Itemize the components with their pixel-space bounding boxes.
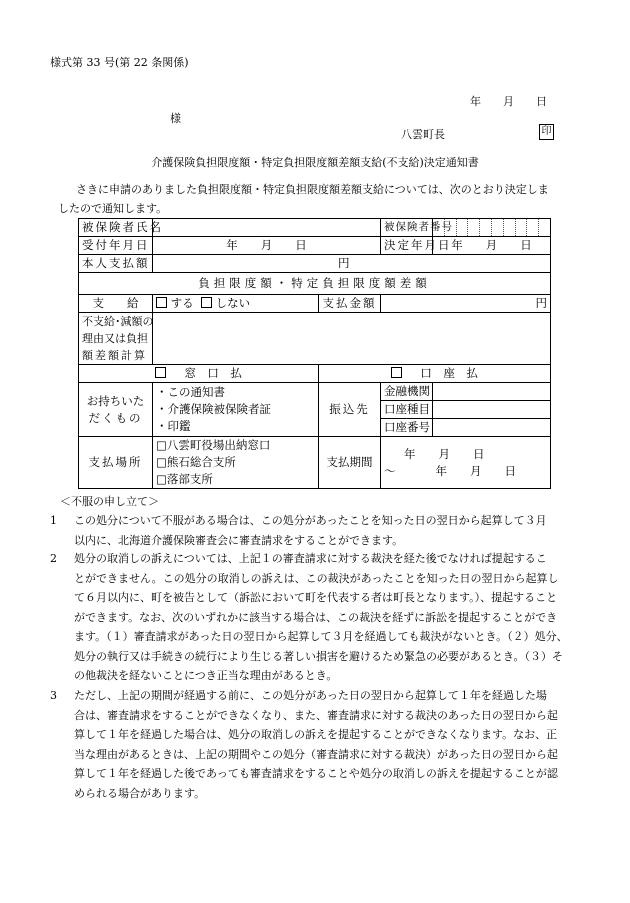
section-header: 負担限度額・特定負担限度額差額 (79, 273, 551, 295)
bank-payment-option[interactable]: 口 座 払 (319, 365, 551, 383)
received-date-label: 受付年月日 (79, 237, 153, 255)
place-option[interactable]: □八雲町役場出納窓口 (156, 438, 271, 452)
option-yes-label: する (170, 296, 194, 310)
account-type-label: 口座種目 (381, 401, 433, 419)
appeal-heading: ＜不服の申し立て＞ (60, 495, 159, 508)
issuer-name: 八雲町長 (401, 128, 445, 141)
insured-number-field[interactable] (433, 219, 551, 237)
account-number-input[interactable] (433, 419, 551, 437)
account-type-input[interactable] (433, 401, 551, 419)
reason-field[interactable] (153, 313, 551, 365)
payment-label: 支 給 (79, 295, 153, 313)
received-date-value[interactable]: 年 月 日 (153, 237, 381, 255)
intro-line-2: したので通知します。 (58, 202, 168, 215)
account-number-label: 口座番号 (381, 419, 433, 437)
intro-line-1: さきに申請のありました負担限度額・特定負担限度額差額支給については、次のとおり決定しま (76, 183, 549, 196)
window-payment-option[interactable]: 窓 口 払 (79, 365, 319, 383)
pay-amount-label: 支払金額 (319, 295, 381, 313)
pay-amount-unit[interactable]: 円 (381, 295, 551, 313)
amount-unit[interactable]: 円 (153, 255, 551, 273)
checkbox-window[interactable] (155, 367, 166, 378)
place-label: 支払場所 (79, 437, 153, 489)
appeal-item: 1 この処分について不服がある場合は、この処分があったことを知った日の翌日から起算して３月 以内に、北海道介護保険審査会に審査請求をすることができます。 (50, 514, 547, 547)
place-option[interactable]: □熊石総合支所 (156, 455, 236, 469)
bank-field-input[interactable] (433, 383, 551, 401)
appeal-item: 3 ただし、上記の期間が経過する前に、この処分があった日の翌日から起算して１年を経過した場 合は、審査請求をすることができなくなり、また、審査請求に対する裁決のあった日の翌日から起 算して１年を経過した場合は、処分の取消しの訴えを提起することができなくなります。なお、正 当な理由があるときは、上記の期間やこの処分（審査請求に対する裁決）があった日の翌日から起 算して１年を経過した後であっても審査請求をすることや処分の取消しの訴えを提起することが認 められる場合があります。 (50, 689, 558, 800)
checkbox-yes[interactable] (156, 297, 167, 308)
payment-options (153, 295, 319, 313)
option-no-label: しない (215, 296, 251, 310)
transfer-label: 振込先 (319, 383, 381, 437)
reason-label: 不支給･減額の 理由又は負担 額差額計算 (79, 313, 153, 365)
checkbox-bank[interactable] (391, 367, 402, 378)
document-title: 介護保険負担限度額・特定負担限度額差額支給(不支給)決定通知書 (151, 156, 479, 169)
bring-label: お持ちいた だくもの (79, 383, 153, 437)
insured-name-label: 被保険者氏名 (79, 219, 153, 237)
date-line: 年 月 日 (470, 95, 547, 108)
decision-table (78, 218, 551, 489)
addressee-suffix: 様 (170, 112, 181, 125)
form-number: 様式第 33 号(第 22 条関係) (50, 56, 189, 69)
bank-field-label: 金融機関 (381, 383, 433, 401)
appeal-item: 2 処分の取消しの訴えについては、上記１の審査請求に対する裁決を経た後でなければ提起するこ とができません。この処分の取消しの訴えは、この裁決があったことを知った日の翌日から起算し て６月以内に、町を被告として（訴訟において町を代表する者は町長となります。）、提起すること ができます。なお、次のいずれかに該当する場合は、この裁決を経ずに訴訟を提起することができ ます。（１）審査請求があった日の翌日から起算して３月を経過しても裁決がないとき。（２）処分、 処分の執行又は手続きの続行により生じる著しい損害を避けるため緊急の必要があるとき。（３）そ の他裁決を経ないことにつき正当な理由があるとき。 (50, 552, 568, 682)
period-values[interactable]: 年 月 日 ～ 年 月 日 (381, 437, 551, 489)
decision-date-label: 決定年月日 (381, 237, 433, 255)
seal-stamp: 印 (539, 124, 554, 140)
period-label: 支払期間 (319, 437, 381, 489)
insured-name-field[interactable] (153, 219, 381, 237)
amount-label: 本人支払額 (79, 255, 153, 273)
decision-date-value[interactable]: 年 月 日 (433, 237, 551, 255)
bring-items: ・この通知書 ・介護保険被保険者証 ・印鑑 (153, 383, 319, 437)
place-option[interactable]: □落部支所 (156, 472, 213, 486)
places-list (153, 437, 319, 489)
checkbox-no[interactable] (201, 297, 212, 308)
insured-number-label: 被保険者番号 (381, 219, 433, 237)
